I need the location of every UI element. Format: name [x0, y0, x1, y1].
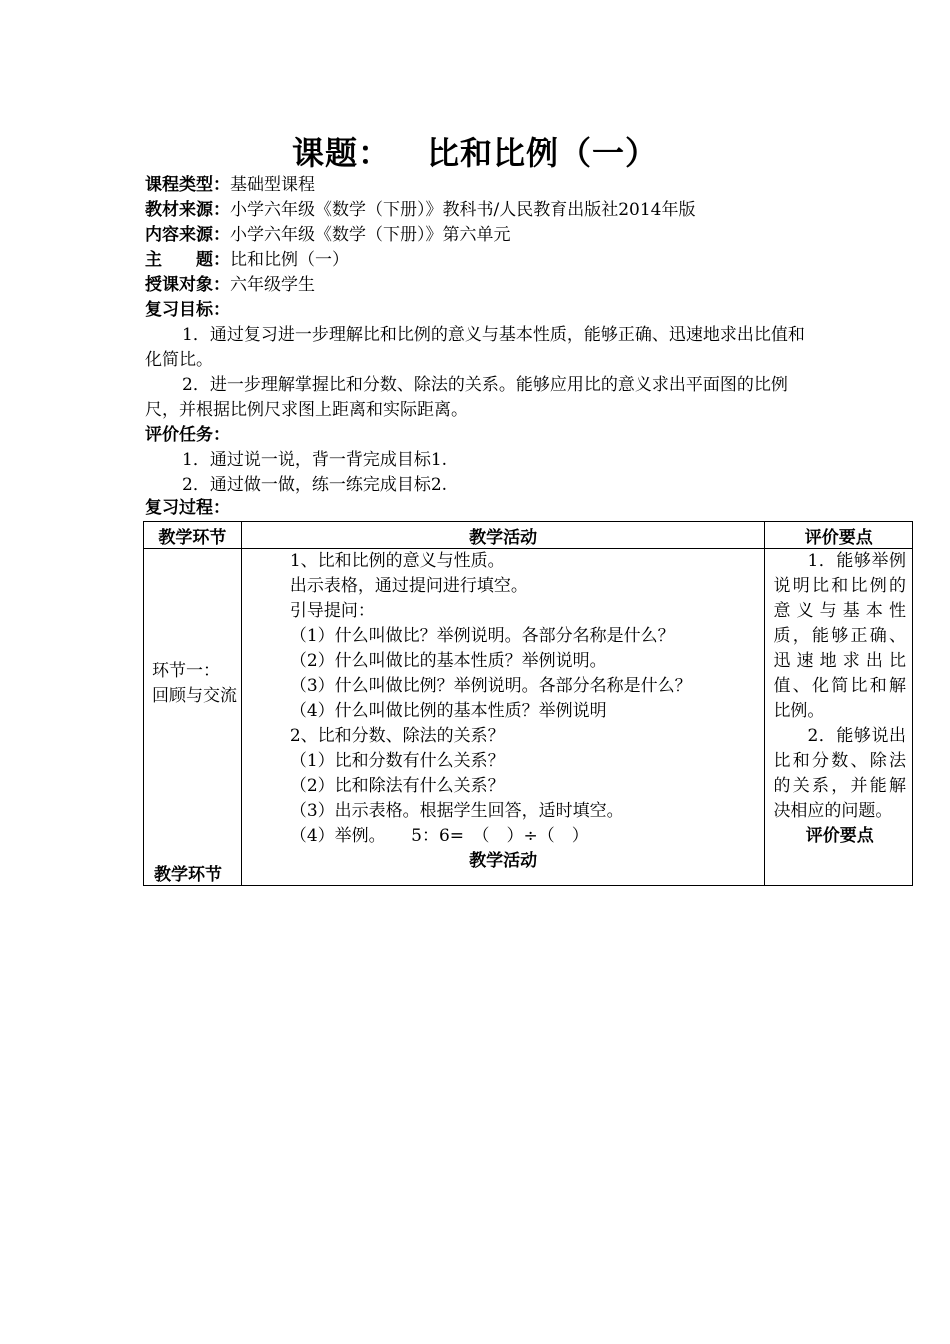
stage-name	[152, 659, 237, 709]
meta-label: 教材来源：	[145, 200, 230, 220]
criteria-item: 1．能够举例说明比和比例的意义与基本性质，能够正确、迅速地求出比值、化简比和解比例。	[773, 551, 906, 721]
evaluation-tasks-heading: 评价任务：	[145, 425, 230, 445]
header-activity: 教学活动	[241, 522, 765, 549]
meta-label: 授课对象：	[145, 275, 230, 295]
stage-cell	[144, 549, 242, 886]
stage-label: 环节一：	[152, 661, 220, 681]
review-process-table	[143, 521, 913, 886]
activity-line: （1）比和分数有什么关系？	[289, 751, 505, 771]
activity-line: （1）什么叫做比？举例说明。各部分名称是什么？	[289, 626, 675, 646]
activity-line: （2）比和除法有什么关系？	[289, 776, 505, 796]
review-goals-section	[145, 298, 815, 423]
activity-line: （4）举例。 5：6= （ ）÷（ ）	[289, 826, 589, 846]
title-text: 比和比例（一）	[427, 134, 659, 172]
title-prefix: 课题：	[291, 134, 391, 172]
activity-line: （2）什么叫做比的基本性质？举例说明。	[289, 651, 607, 671]
meta-row-content-source	[145, 223, 825, 248]
table-header-row	[144, 522, 913, 549]
review-goal-item: 1．通过复习进一步理解比和比例的意义与基本性质，能够正确、迅速地求出比值和化简比。	[145, 325, 805, 370]
header-criteria: 评价要点	[765, 522, 913, 549]
evaluation-task-item: 2．通过做一做，练一练完成目标2.	[182, 475, 448, 495]
activity-line: 2、比和分数、除法的关系？	[289, 726, 505, 746]
review-goal-item: 2．进一步理解掌握比和分数、除法的关系。能够应用比的意义求出平面图的比例尺，并根据比例尺求图上距离和实际距离。	[145, 375, 788, 420]
meta-value: 比和比例（一）	[230, 250, 349, 270]
activity-line: 出示表格，通过提问进行填空。	[289, 576, 528, 596]
activity-line: 引导提问：	[289, 601, 375, 621]
meta-label: 课程类型：	[145, 175, 230, 195]
criteria-item: 2．能够说出比和分数、除法的关系，并能解决相应的问题。	[773, 726, 906, 821]
meta-label: 内容来源：	[145, 225, 230, 245]
activity-line: （3）什么叫做比例？举例说明。各部分名称是什么？	[289, 676, 692, 696]
evaluation-tasks-section	[145, 423, 815, 498]
review-process-heading: 复习过程：	[145, 498, 230, 518]
meta-label: 主 题：	[145, 250, 230, 270]
table-row	[144, 549, 913, 886]
meta-list	[145, 173, 825, 298]
review-goals-heading: 复习目标：	[145, 300, 230, 320]
evaluation-task-item: 1．通过说一说，背一背完成目标1.	[182, 450, 448, 470]
activity-cell	[241, 549, 765, 886]
meta-row-course-type	[145, 173, 825, 198]
meta-row-textbook-source	[145, 198, 825, 223]
meta-value: 六年级学生	[230, 275, 315, 295]
criteria-cell	[765, 549, 913, 886]
meta-value: 小学六年级《数学（下册）》教科书/人民教育出版社2014年版	[230, 200, 696, 220]
meta-row-audience	[145, 273, 825, 298]
header-stage: 教学环节	[144, 522, 242, 549]
meta-row-topic	[145, 248, 825, 273]
activity-line: （4）什么叫做比例的基本性质？举例说明	[289, 701, 607, 721]
activity-line: 1、比和比例的意义与性质。	[289, 551, 505, 571]
meta-value: 小学六年级《数学（下册）》第六单元	[230, 225, 511, 245]
page-title	[0, 128, 950, 174]
stage-title: 回顾与交流	[152, 686, 237, 706]
activity-line: （3）出示表格。根据学生回答，适时填空。	[289, 801, 624, 821]
criteria-footer-label: 评价要点	[805, 826, 874, 846]
activity-footer-label: 教学活动	[469, 851, 538, 871]
meta-value: 基础型课程	[230, 175, 315, 195]
stage-footer-label: 教学环节	[154, 865, 222, 885]
